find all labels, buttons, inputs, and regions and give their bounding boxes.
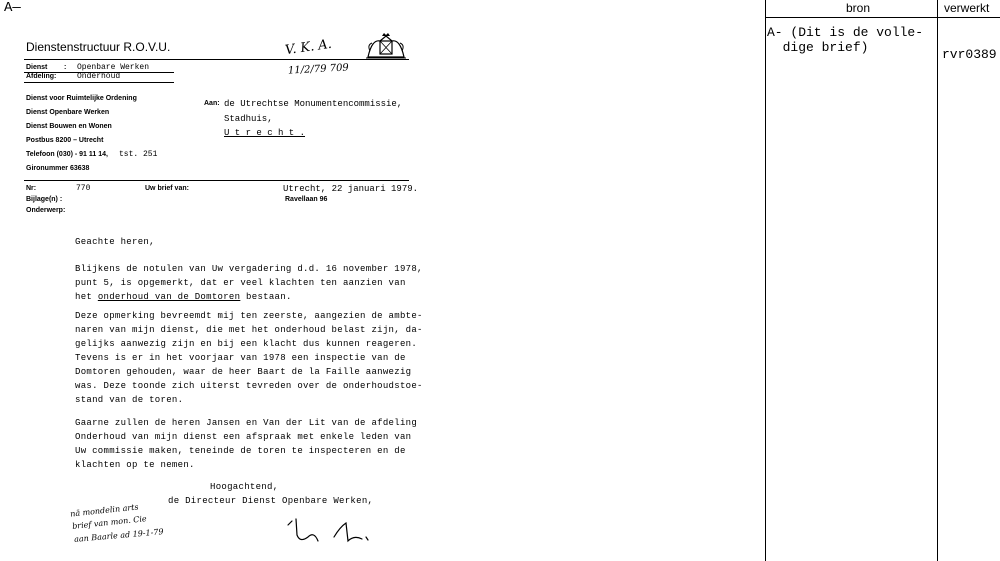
- dienst-label: Dienst: [26, 64, 48, 71]
- corner-label: A—: [4, 0, 21, 16]
- dienst-colon: :: [64, 64, 67, 71]
- body-line: naren van mijn dienst, die met het onderhoud belast zijn, da-: [75, 325, 423, 335]
- sender-line: Dienst voor Ruimtelijke Ordening: [26, 95, 137, 102]
- salutation: Geachte heren,: [75, 237, 155, 247]
- address-line: Ravellaan 96: [285, 196, 328, 203]
- bijlage-label: Bijlage(n) :: [26, 196, 63, 203]
- place-date: Utrecht, 22 januari 1979.: [283, 184, 419, 194]
- body-line: Gaarne zullen de heren Jansen en Van der Lit van de afdeling: [75, 418, 418, 428]
- table-cell-bron: A- (Dit is de volle- dige brief): [767, 25, 924, 55]
- body-line: Onderhoud van mijn dienst een afspraak met enkele leden van: [75, 432, 412, 442]
- body-line: was. Deze toonde zich uiterst tevreden over de onderhoudstoe-: [75, 381, 423, 391]
- signature-scribble: [282, 515, 372, 549]
- table-cell-verwerkt: rvr0389: [942, 47, 997, 62]
- phone-extension: tst. 251: [119, 150, 158, 159]
- onderwerp-label: Onderwerp:: [26, 207, 66, 214]
- sender-line: Dienst Bouwen en Wonen: [26, 123, 112, 130]
- body-line: punt 5, is opgemerkt, dat er veel klachten ten aanzien van: [75, 278, 406, 288]
- body-line: Deze opmerking bevreemdt mij ten zeerste, aangezien de ambte-: [75, 311, 423, 321]
- body-line: gelijks aanwezig zijn en bij een klacht dus kunnen reageren.: [75, 339, 418, 349]
- letterhead-rule: [24, 59, 409, 60]
- body-line: [75, 292, 292, 302]
- body-line: Tevens is er in het voorjaar van 1978 een inspectie van de: [75, 353, 406, 363]
- afdeling-rule: [24, 82, 174, 83]
- table-column-divider: [937, 0, 938, 561]
- aan-label: Aan:: [204, 100, 220, 107]
- body-line: Blijkens de notulen van Uw vergadering d.d. 16 november 1978,: [75, 264, 423, 274]
- addressee-line: de Utrechtse Monumentencommissie,: [224, 99, 403, 109]
- letterhead-title: Dienstenstructuur R.O.V.U.: [26, 40, 171, 54]
- closing-greeting: Hoogachtend,: [210, 482, 279, 492]
- dienst-value: Openbare Werken: [77, 63, 150, 72]
- addressee-city: U t r e c h t .: [224, 128, 306, 138]
- body-fragment: bestaan.: [240, 292, 292, 302]
- uw-brief-label: Uw brief van:: [145, 185, 189, 192]
- reference-rule: [24, 180, 409, 181]
- body-line: klachten op te nemen.: [75, 460, 195, 470]
- handwritten-initials: V. K. A.: [284, 36, 333, 59]
- underlined-subject: onderhoud van de Domtoren: [97, 292, 241, 302]
- nr-value: 770: [76, 184, 91, 193]
- coat-of-arms-icon: [364, 33, 408, 59]
- column-header-verwerkt: verwerkt: [944, 1, 990, 15]
- giro-number: Gironummer 63638: [26, 165, 90, 172]
- closing-signatory: de Directeur Dienst Openbare Werken,: [168, 496, 374, 506]
- column-header-bron: bron: [846, 1, 871, 15]
- phone-label: Telefoon (030) - 91 11 14,: [26, 151, 108, 158]
- body-line: Uw commissie maken, teneinde de toren te inspecteren en de: [75, 446, 406, 456]
- handwritten-note-line: brief van mon. Cie: [71, 514, 148, 531]
- sender-line: Postbus 8200 – Utrecht: [26, 137, 104, 144]
- handwritten-note-line: nä mondelin arts: [69, 502, 139, 519]
- afdeling-label: Afdeling:: [26, 73, 57, 80]
- addressee-line: Stadhuis,: [224, 114, 273, 124]
- body-line: Domtoren gehouden, waar de heer Baart de la Faille aanwezig: [75, 367, 412, 377]
- table-border-left: [765, 0, 766, 561]
- handwritten-date: 11/2/79 709: [287, 62, 350, 77]
- body-line: stand van de toren.: [75, 395, 184, 405]
- handwritten-note-line: aan Baarle ad 19-1-79: [73, 527, 164, 544]
- body-fragment: het: [75, 292, 98, 302]
- table-header-rule: [765, 17, 1000, 18]
- sender-line: Dienst Openbare Werken: [26, 109, 110, 116]
- nr-label: Nr:: [26, 185, 37, 192]
- afdeling-value: Onderhoud: [77, 72, 121, 81]
